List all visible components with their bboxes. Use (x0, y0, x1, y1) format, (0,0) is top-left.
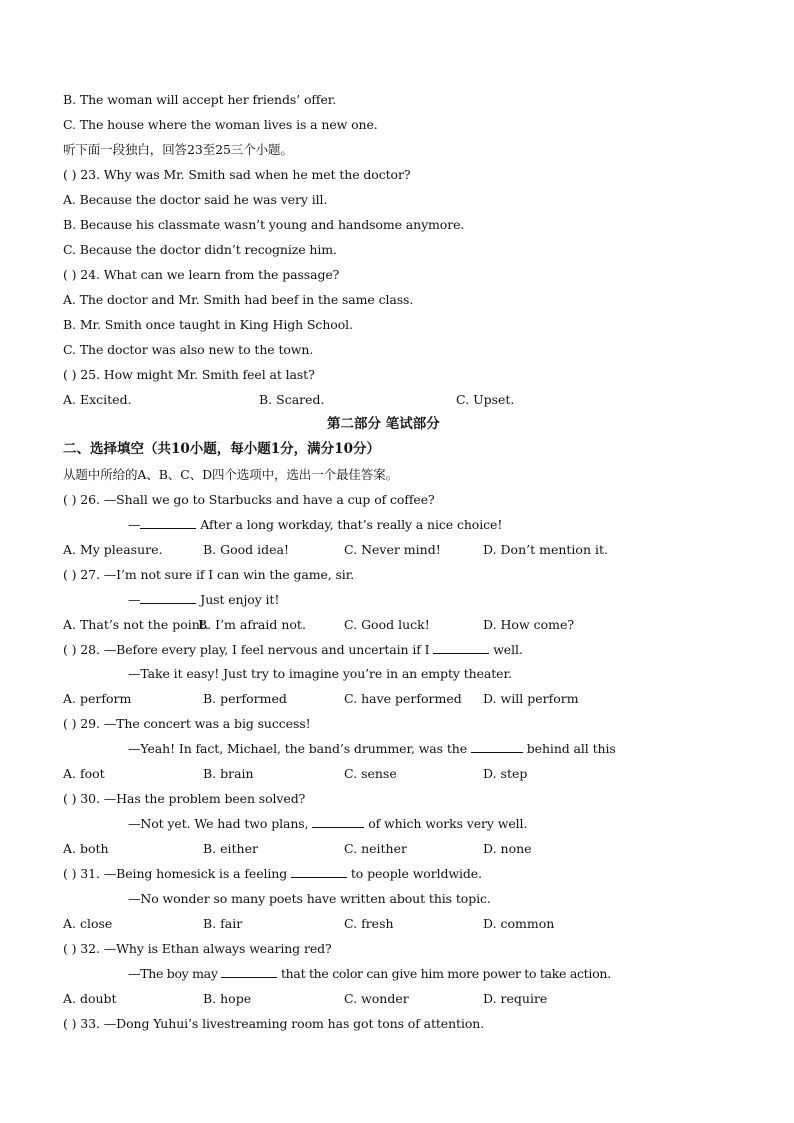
q29-option-c: C. sense (344, 766, 397, 781)
q28-option-b: B. performed (203, 691, 287, 706)
q32-option-b: B. hope (203, 991, 252, 1006)
q29-option-a: A. foot (63, 766, 105, 781)
q31-option-a: A. close (63, 916, 113, 931)
q30-option-b: B. either (203, 841, 258, 856)
q28-response: —Take it easy! Just try to imagine you’re in an empty theater. (128, 666, 512, 681)
q27-response: — Just enjoy it! (128, 592, 280, 607)
question-32: ( ) 32. —Why is Ethan always wearing red? (63, 941, 332, 956)
answer-blank (140, 592, 196, 604)
q24-option-b: B. Mr. Smith once taught in King High School. (63, 317, 353, 332)
q31-option-b: B. fair (203, 916, 243, 931)
q26-option-c: C. Never mind! (344, 542, 441, 557)
q31-response: —No wonder so many poets have written about this topic. (128, 891, 491, 906)
answer-blank (221, 966, 277, 978)
q28-option-a: A. perform (63, 691, 132, 706)
part-two-title: 第二部分 笔试部分 (327, 416, 440, 432)
q32-option-c: C. wonder (344, 991, 409, 1006)
q27-option-a: A. That’s not the point. (63, 617, 209, 632)
q32-response: —The boy may that the color can give him more power to take action. (128, 966, 611, 981)
q23-option-b: B. Because his classmate wasn’t young and handsome anymore. (63, 217, 465, 232)
q23-option-c: C. Because the doctor didn’t recognize him. (63, 242, 337, 257)
q30-response: —Not yet. We had two plans, of which works very well. (128, 816, 528, 831)
q32-option-d: D. require (483, 991, 548, 1006)
q25-option-b: B. Scared. (259, 392, 325, 407)
q32-option-a: A. doubt (63, 991, 117, 1006)
monologue-instruction: 听下面一段独白，回答23至25三个小题。 (63, 142, 293, 157)
question-27: ( ) 27. —I’m not sure if I can win the game, sir. (63, 567, 355, 582)
q29-option-d: D. step (483, 766, 528, 781)
q27-option-c: C. Good luck! (344, 617, 430, 632)
question-24: ( ) 24. What can we learn from the passage? (63, 267, 340, 282)
q27-option-b: B. I’m afraid not. (198, 617, 306, 632)
q29-option-b: B. brain (203, 766, 254, 781)
q25-option-c: C. Upset. (456, 392, 515, 407)
question-31: ( ) 31. —Being homesick is a feeling to people worldwide. (63, 866, 482, 881)
section-two-title: 二、选择填空（共10小题，每小题1分，满分10分） (63, 441, 380, 457)
q28-option-d: D. will perform (483, 691, 579, 706)
answer-blank (140, 517, 196, 529)
answer-blank (312, 816, 364, 828)
q24-option-a: A. The doctor and Mr. Smith had beef in the same class. (63, 292, 414, 307)
q29-response: —Yeah! In fact, Michael, the band’s drummer, was the behind all this (128, 741, 616, 756)
q26-option-d: D. Don’t mention it. (483, 542, 608, 557)
answer-blank (433, 642, 489, 654)
q26-option-a: A. My pleasure. (63, 542, 163, 557)
option-c-line: C. The house where the woman lives is a new one. (63, 117, 378, 132)
answer-blank (291, 866, 347, 878)
q30-option-c: C. neither (344, 841, 407, 856)
q23-option-a: A. Because the doctor said he was very ill. (63, 192, 328, 207)
q28-option-c: C. have performed (344, 691, 462, 706)
q27-option-d: D. How come? (483, 617, 575, 632)
q31-option-c: C. fresh (344, 916, 394, 931)
answer-blank (471, 741, 523, 753)
question-30: ( ) 30. —Has the problem been solved? (63, 791, 306, 806)
q26-response: — After a long workday, that’s really a nice choice! (128, 517, 503, 532)
q30-option-a: A. both (63, 841, 109, 856)
question-28: ( ) 28. —Before every play, I feel nervous and uncertain if I well. (63, 642, 523, 657)
section-two-instruction: 从题中所给的A、B、C、D四个选项中，选出一个最佳答案。 (63, 467, 399, 482)
q30-option-d: D. none (483, 841, 532, 856)
question-25: ( ) 25. How might Mr. Smith feel at last? (63, 367, 315, 382)
question-26: ( ) 26. —Shall we go to Starbucks and have a cup of coffee? (63, 492, 435, 507)
question-33: ( ) 33. —Dong Yuhui’s livestreaming room has got tons of attention. (63, 1016, 485, 1031)
question-29: ( ) 29. —The concert was a big success! (63, 716, 311, 731)
q24-option-c: C. The doctor was also new to the town. (63, 342, 314, 357)
question-23: ( ) 23. Why was Mr. Smith sad when he met the doctor? (63, 167, 411, 182)
option-b-line: B. The woman will accept her friends’ offer. (63, 92, 337, 107)
q31-option-d: D. common (483, 916, 555, 931)
q25-option-a: A. Excited. (63, 392, 132, 407)
q26-option-b: B. Good idea! (203, 542, 290, 557)
